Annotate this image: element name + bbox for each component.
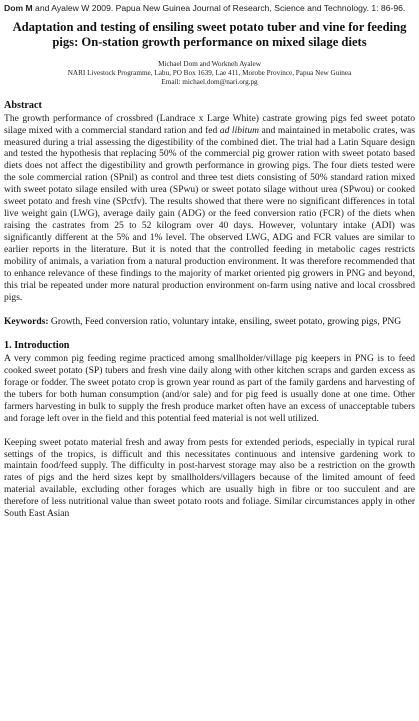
author-affiliation: NARI Livestock Programme, Labu, PO Box 1639, Lae 411, Morobe Province, Papua New Guinea (67, 69, 352, 78)
abstract-heading: Abstract (4, 99, 42, 111)
author-block (4, 60, 415, 88)
author-email: Email: michael.dom@nari.org.pg (161, 78, 258, 87)
introduction-heading: 1. Introduction (4, 339, 70, 351)
keywords-label: Keywords: (4, 315, 49, 327)
keywords-list: Growth, Feed conversion ratio, voluntary intake, ensiling, sweet potato, growing pigs, PNG (48, 315, 402, 327)
abstract-text-part1: The growth performance of crossbred (Landrace x Large White) castrate growing pigs fed sweet potato silage mixed with a commercial standard ration and fed (4, 112, 415, 136)
introduction-paragraph-2: Keeping sweet potato material fresh and away from pests for extended periods, especially in typical rural settings of the tropics, is difficult and this necessitates continuous and intensive gardening work to maintain food/feed supply. The difficulty in post-harvest storage may also be a restriction on the growth rates of pigs and the herd sizes kept by smallholders/villagers because of the limited amount of feed material available, excluding other forages which are usually high in fibre or too succulent and are therefore of less nutritional value than sweet potato roots and foliage. Similar circumstances apply in other South East Asian (4, 436, 415, 520)
abstract-text-part2: and maintained in metabolic crates, was measured during a trial assessing the digestibility of the combined diet. The trial had a Latin Square design and tested the hypothesis that replacing 50% of the commercial pig grower ration with sweet potato based diets does not affect the digestibility and growth performance in growing pigs. The four diets tested were the sole commercial ration (SPnil) as control and three test diets consisting of 50% standard ration mixed with sweet potato silage ensiled with urea (SPwu) or sweet potato silage without urea (SPwou) or cooked sweet potato and fresh vine (SPctfv). The results showed that there were no significant differences in total live weight gain (LWG), average daily gain (ADG) or the feed conversion ratio (FCR) of the diets when raising the castrates from 25 to 52 kilogram over 40 days. However, voluntary intake (ADI) was significantly different at the 5% and 1% level. The observed LWG, ADG and FCR values are similar to earlier reports in the literature. But it is noted that the controlled feeding in metabolic cages restricts mobility of animals, a variation from a natural production environment. It was therefore recommended that to enhance relevance of these findings to the majority of market oriented pig growers in PNG and beyond, this trial be repeated under more natural production environment on-farm using native and local crossbred pigs. (4, 124, 415, 303)
abstract-text (4, 113, 415, 304)
author-names: Michael Dom and Workneh Ayalew (158, 60, 261, 68)
introduction-paragraph-1: A very common pig feeding regime practiced among smallholder/village pig keepers in PNG is to feed cooked sweet potato (SP) tubers and fresh vine daily along with other kitchen scraps and garden excess as forage or fodder. The sweet potato crop is grown year round as part of the family gardens and harvesting of the tubers for both human consumption (and/or sale) and for pig feed is usually done at one time. Other farmers harvesting in bulk to supply the fresh produce market often have an excess of unacceptable tubers and forage left over in the field and this potential feed material is not well utilized. (4, 352, 415, 424)
keywords (4, 316, 415, 328)
citation-authors: Dom M (4, 3, 33, 13)
citation-reference: and Ayalew W 2009. Papua New Guinea Journal of Research, Science and Technology. 1: 86-96. (32, 3, 406, 13)
abstract-italic-term: ad libitum (219, 124, 259, 136)
journal-citation (4, 3, 415, 14)
paper-title: Adaptation and testing of ensiling sweet potato tuber and vine for feeding pigs: On-station growth performance on mixed silage diets (12, 20, 407, 49)
paragraph-gap (4, 425, 415, 437)
